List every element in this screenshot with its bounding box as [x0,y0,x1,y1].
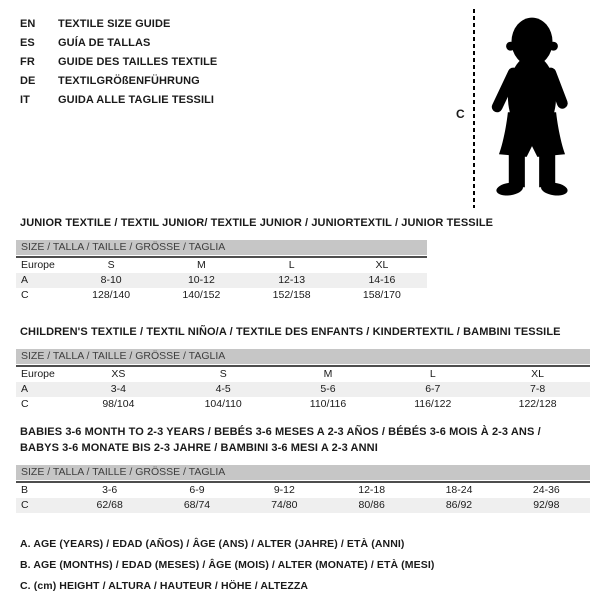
size-cell: 9-12 [273,484,295,496]
size-cell: L [429,368,436,380]
table-row [16,382,590,397]
language-title: TEXTILGRÖßENFÜHRUNG [58,75,200,87]
baby-silhouette-icon [482,10,582,202]
babies-size-table [16,465,590,513]
language-code: IT [20,94,30,106]
children-size-table [16,349,590,412]
section-title-line: CHILDREN'S TEXTILE / TEXTIL NIÑO/A / TEXTILE DES ENFANTS / KINDERTEXTIL / BAMBINI TESSILE [20,326,561,338]
legend-note: C. (cm) HEIGHT / ALTURA / HAUTEUR / HÖHE / ALTEZZA [20,580,309,592]
section-title [20,215,493,231]
size-cell: 24-36 [532,484,560,496]
size-cell: 3-4 [110,383,126,395]
table-rows [16,256,427,303]
legend-note: B. AGE (MONTHS) / EDAD (MESES) / ÂGE (MOIS) / ALTER (MONATE) / ETÀ (MESI) [20,559,435,571]
size-cell: XL [375,259,389,271]
size-cell: 10-12 [187,274,215,286]
size-cell: 86/92 [445,499,473,511]
size-cell: 3-6 [102,484,118,496]
junior-textile-section [16,215,493,303]
size-cell: 6-9 [189,484,205,496]
size-cell: M [323,368,333,380]
language-row [20,91,217,110]
row-label: C [21,398,29,410]
table-rows [16,365,590,412]
size-cell: 5-6 [320,383,336,395]
language-title: TEXTILE SIZE GUIDE [58,18,171,30]
table-row [16,483,590,498]
table-rows [16,481,590,513]
language-title-list [20,15,217,110]
size-cell: 4-5 [215,383,231,395]
section-title-line: JUNIOR TEXTILE / TEXTIL JUNIOR/ TEXTILE JUNIOR / JUNIORTEXTIL / JUNIOR TESSILE [20,217,494,229]
size-cell: M [197,259,206,271]
size-cell: L [288,259,295,271]
size-cell: 158/170 [362,289,401,301]
table-row [16,288,427,303]
row-label: C [21,289,29,301]
size-cell: XS [111,368,126,380]
baby-silhouette [496,18,569,197]
language-row [20,53,217,72]
size-cell: 122/128 [518,398,557,410]
table-row [16,397,590,412]
size-cell: 80/86 [358,499,385,511]
language-code: ES [20,37,35,49]
section-title-line: BABIES 3-6 MONTH TO 2-3 YEARS / BEBÉS 3-6 MESES A 2-3 AÑOS / BÉBÉS 3-6 MOIS À 2-3 ANS / [20,426,541,438]
size-cell: 62/68 [96,499,123,511]
size-cell: 7-8 [530,383,546,395]
size-cell: 128/140 [92,289,131,301]
size-cell: 6-7 [425,383,441,395]
section-title [20,424,590,456]
row-label: Europe [21,368,55,380]
row-label: Europe [21,259,55,271]
language-code: FR [20,56,35,68]
size-cell: 116/122 [414,398,452,410]
size-cell: 98/104 [102,398,135,410]
size-cell: 18-24 [445,484,473,496]
language-row [20,15,217,34]
size-cell: S [107,259,115,271]
size-cell: 92/98 [533,499,560,511]
size-cell: 104/110 [204,398,242,410]
row-label: A [21,274,29,286]
section-title-line: BABYS 3-6 MONATE BIS 2-3 JAHRE / BAMBINI 3-6 MESI A 2-3 ANNI [20,442,378,454]
junior-size-table [16,240,427,303]
language-row [20,34,217,53]
size-cell: 12-18 [358,484,386,496]
size-header-bar: SIZE / TALLA / TAILLE / GRÖSSE / TAGLIA [16,349,590,364]
language-code: EN [20,18,36,30]
size-cell: 68/74 [183,499,211,511]
size-cell: 110/116 [309,398,347,410]
height-measure-line [473,9,475,208]
language-title: GUIDA ALLE TAGLIE TESSILI [58,94,215,106]
size-cell: 152/158 [272,289,311,301]
size-cell: XL [531,368,545,380]
size-header-bar: SIZE / TALLA / TAILLE / GRÖSSE / TAGLIA [16,240,427,255]
children-textile-section [16,324,590,412]
table-row [16,273,427,288]
language-code: DE [20,75,36,87]
row-label: A [21,383,29,395]
height-label: C [456,107,465,121]
row-label: B [21,484,29,496]
language-title: GUIDE DES TAILLES TEXTILE [58,56,218,68]
baby-figure [440,0,600,215]
table-row [16,258,427,273]
legend-notes [20,534,434,597]
size-cell: 12-13 [278,274,306,286]
language-title: GUÍA DE TALLAS [58,37,151,49]
row-label: C [21,499,29,511]
legend-note: A. AGE (YEARS) / EDAD (AÑOS) / ÂGE (ANS) / ALTER (JAHRE) / ETÀ (ANNI) [20,538,405,550]
size-header-bar: SIZE / TALLA / TAILLE / GRÖSSE / TAGLIA [16,465,590,480]
babies-textile-section [16,424,590,513]
table-row [16,498,590,513]
section-title [20,324,590,340]
size-cell: 74/80 [271,499,298,511]
size-cell: 140/152 [182,289,221,301]
size-cell: 8-10 [100,274,122,286]
table-row [16,367,590,382]
language-row [20,72,217,91]
size-cell: S [219,368,227,380]
size-cell: 14-16 [368,274,396,286]
